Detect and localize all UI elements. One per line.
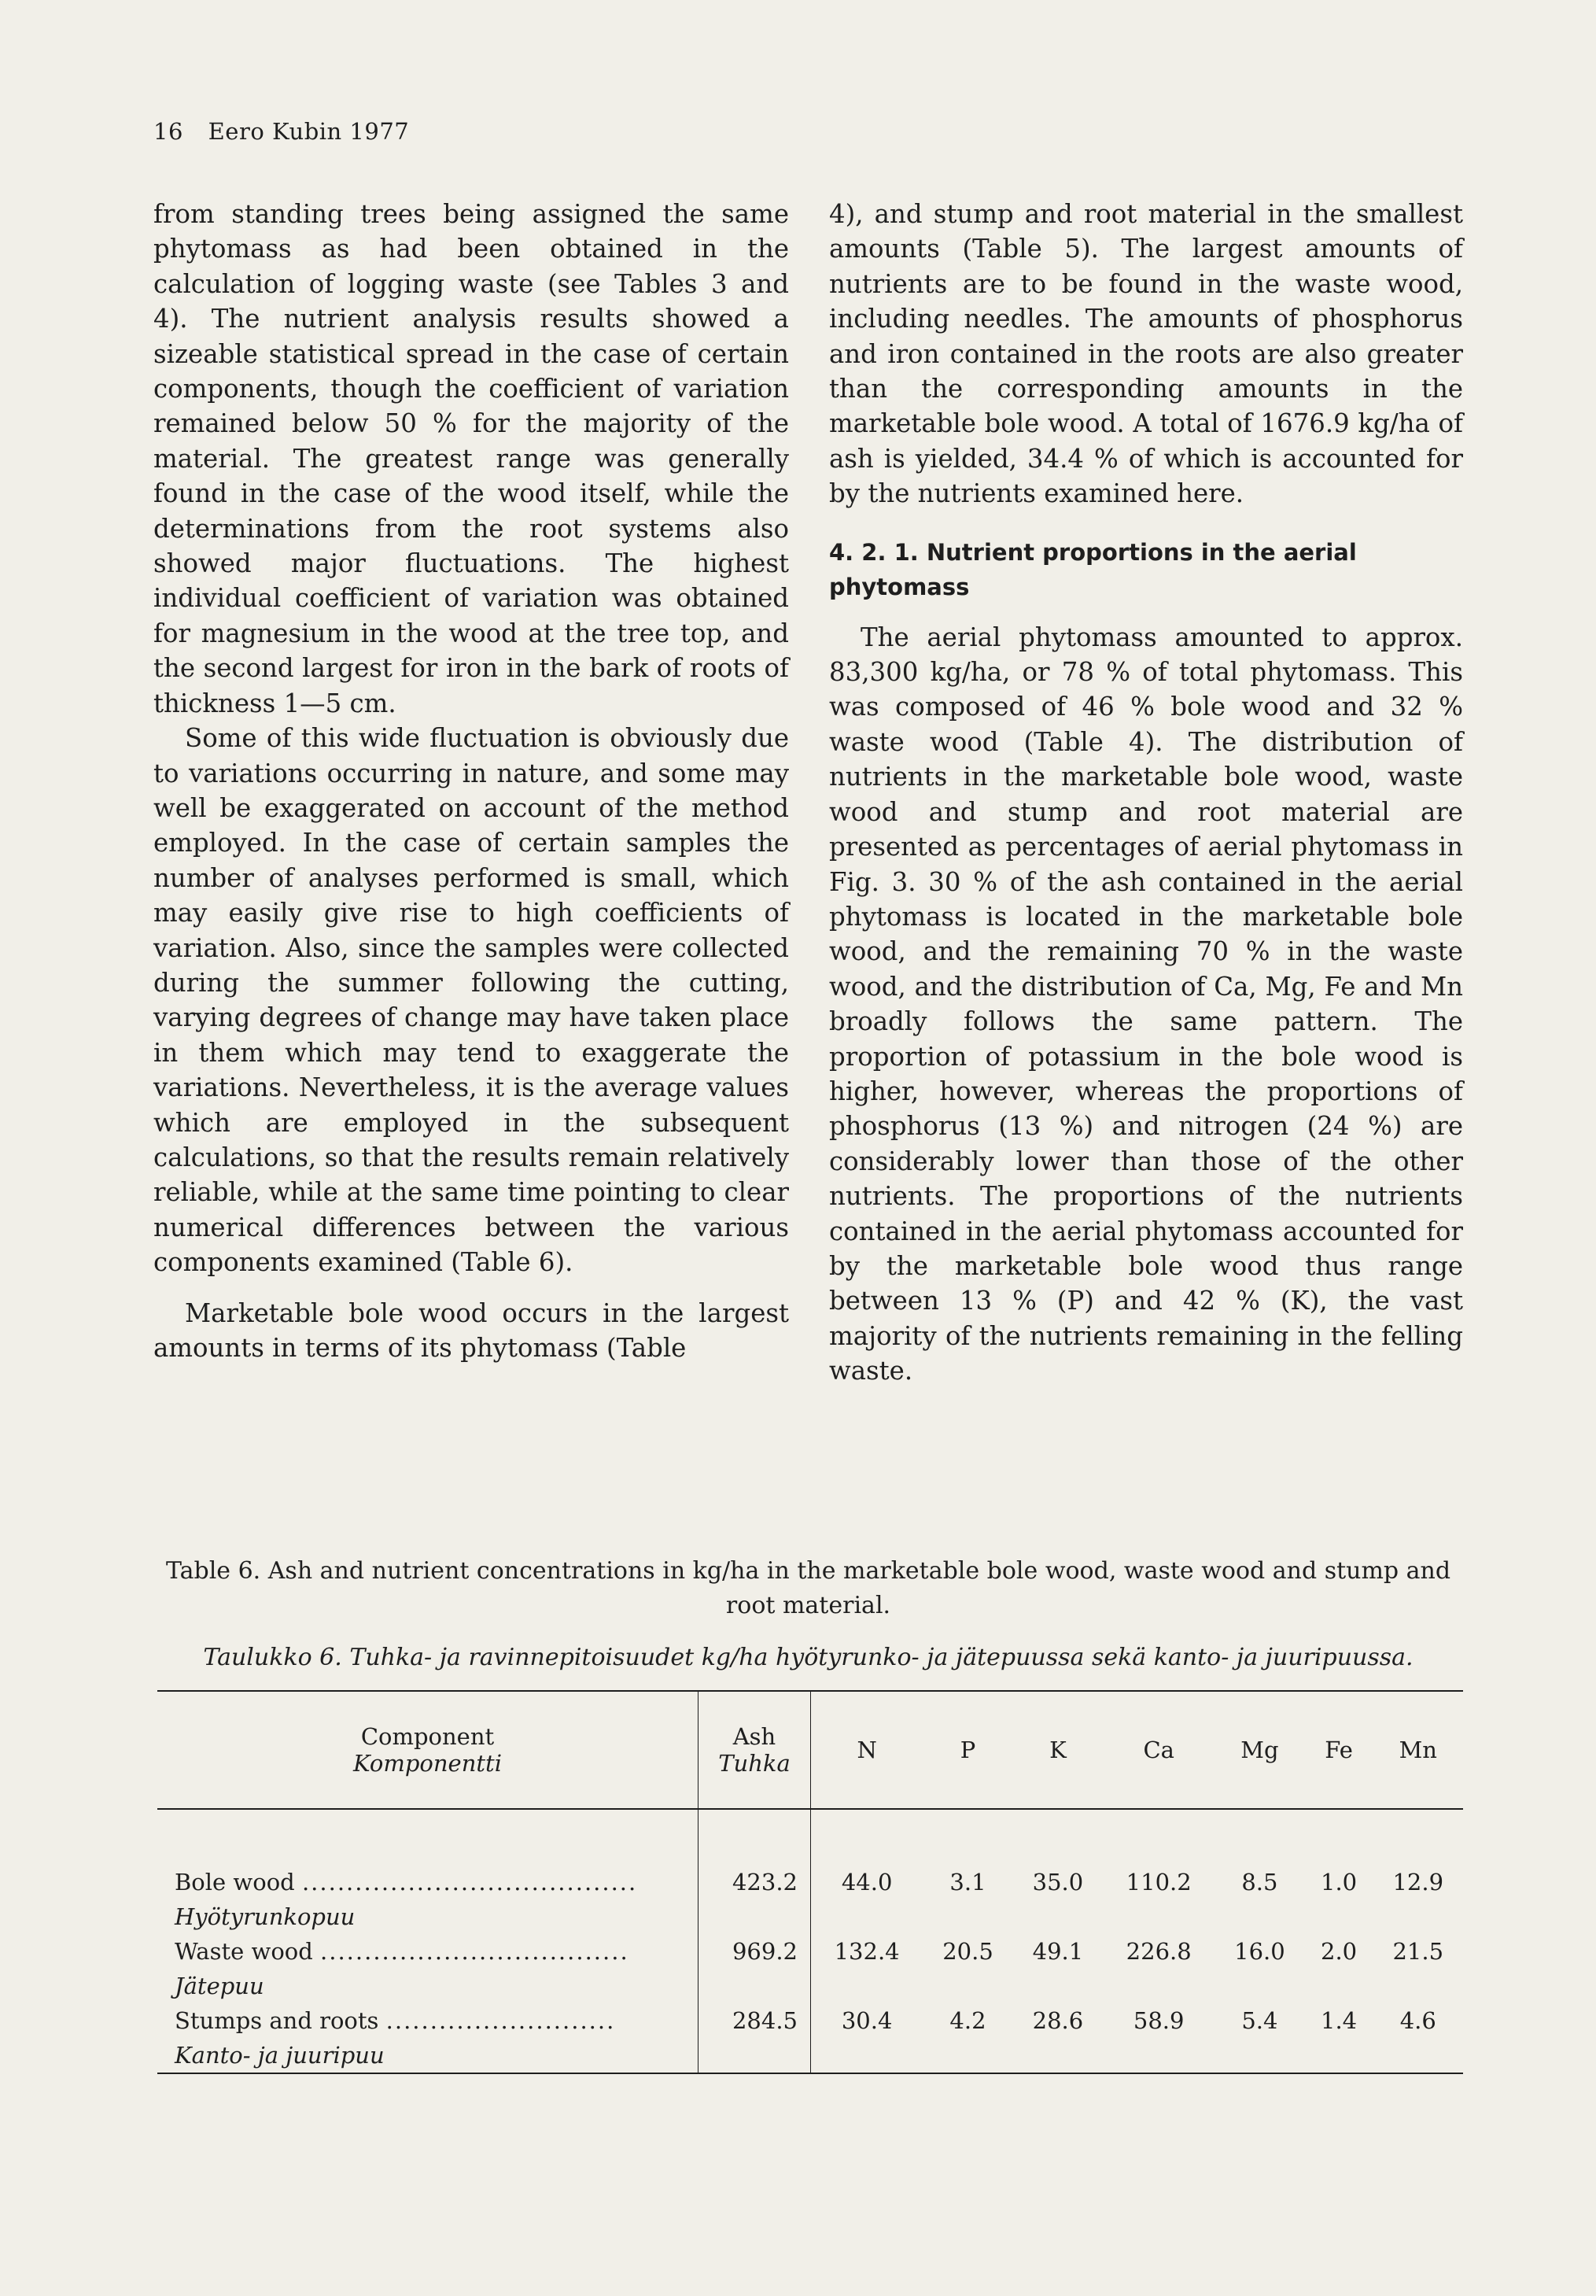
nutrient-table bbox=[157, 1690, 1463, 2074]
fe-value: 2.0 bbox=[1321, 1938, 1358, 1965]
running-header bbox=[153, 118, 409, 145]
mn-value: 4.6 bbox=[1399, 2007, 1436, 2034]
fe-value: 1.4 bbox=[1321, 2007, 1358, 2034]
ash-header: Ash Tuhka bbox=[698, 1691, 811, 1809]
row-label: Bole wood ...................................... bbox=[157, 1809, 698, 1899]
fe-value: 1.0 bbox=[1321, 1869, 1358, 1895]
body-paragraph: from standing trees being assigned the same phytomass as had been obtained in the calculation of logging waste (see Tables 3 and 4). The nutrient analysis results showed a sizeable statistical spread in the case of certain components, though the coefficient of variation remained below 50 % for the majority of the material. The greatest range was generally found in the case of the wood itself, while the determinations from the root systems also showed major fluctuations. The highest individual coefficient of variation was obtained for magnesium in the wood at the tree top, and the second largest for iron in the bark of roots of thickness 1—5 cm. bbox=[153, 199, 789, 718]
mn-value: 21.5 bbox=[1392, 1938, 1444, 1965]
running-title: Eero Kubin 1977 bbox=[208, 118, 410, 145]
ash-value: 284.5 bbox=[698, 2003, 811, 2038]
mg-value: 8.5 bbox=[1241, 1869, 1278, 1895]
mn-header: Mn bbox=[1373, 1691, 1463, 1809]
mg-value: 5.4 bbox=[1241, 2007, 1278, 2034]
p-header: P bbox=[923, 1691, 1012, 1809]
table-header-row bbox=[157, 1691, 1463, 1809]
table-caption-finnish: Taulukko 6. Tuhka- ja ravinnepitoisuudet kg/ha hyötyrunko- ja jätepuussa sekä kanto- ja juuripuussa. bbox=[203, 1644, 1414, 1671]
row-label-finnish: Hyötyrunkopuu bbox=[157, 1899, 698, 1934]
k-value: 28.6 bbox=[1032, 2007, 1084, 2034]
k-header: K bbox=[1013, 1691, 1103, 1809]
k-value: 35.0 bbox=[1032, 1869, 1084, 1895]
body-paragraph: The aerial phytomass amounted to approx. 83,300 kg/ha, or 78 % of total phytomass. This was composed of 46 % bole wood and 32 % waste wood (Table 4). The distribution of nutrients in the marketable bole wood, waste wood and stump and root material are presented as percentages of aerial phytomass in Fig. 3. 30 % of the ash contained in the aerial phytomass is located in the marketable bole wood, and the remaining 70 % in the waste wood, and the distribution of Ca, Mg, Fe and Mn broadly follows the same pattern. The proportion of potassium in the bole wood is higher, however, whereas the proportions of phosphorus (13 %) and nitrogen (24 %) are considerably lower than those of the other nutrients. The proportions of the nutrients contained in the aerial phytomass accounted for by the marketable bole wood thus range between 13 % (P) and 42 % (K), the vast majority of the nutrients remaining in the felling waste. bbox=[829, 622, 1463, 1386]
n-header: N bbox=[811, 1691, 923, 1809]
row-label-finnish: Kanto- ja juuripuu bbox=[157, 2038, 698, 2073]
p-value: 20.5 bbox=[942, 1938, 993, 1965]
table-row-finnish bbox=[157, 2038, 1463, 2073]
left-column bbox=[153, 197, 789, 1365]
table-caption: Table 6. Ash and nutrient concentrations in kg/ha in the marketable bole wood, waste wood and stump and root material. bbox=[165, 1557, 1451, 1619]
p-value: 4.2 bbox=[949, 2007, 986, 2034]
table-row bbox=[157, 1809, 1463, 1899]
table-row-finnish bbox=[157, 1969, 1463, 2003]
ca-value: 58.9 bbox=[1133, 2007, 1185, 2034]
body-paragraph: 4), and stump and root material in the smallest amounts (Table 5). The largest amounts of nutrients are to be found in the waste wood, including needles. The amounts of phosphorus and iron contained in the roots are also greater than the corresponding amounts in the marketable bole wood. A total of 1676.9 kg/ha of ash is yielded, 34.4 % of which is accounted for by the nutrients examined here. bbox=[829, 199, 1463, 509]
ca-value: 110.2 bbox=[1126, 1869, 1192, 1895]
table-row bbox=[157, 1934, 1463, 1969]
ash-value: 423.2 bbox=[698, 1809, 811, 1899]
section-heading: 4. 2. 1. Nutrient proportions in the aerial phytomass bbox=[829, 538, 1357, 600]
page-number: 16 bbox=[153, 118, 183, 145]
n-value: 44.0 bbox=[841, 1869, 893, 1895]
n-value: 132.4 bbox=[834, 1938, 900, 1965]
table-row bbox=[157, 2003, 1463, 2038]
body-paragraph: Some of this wide fluctuation is obviously due to variations occurring in nature, and some may well be exaggerated on account of the method employed. In the case of certain samples the number of analyses performed is small, which may easily give rise to high coefficients of variation. Also, since the samples were collected during the summer following the cutting, varying degrees of change may have taken place in them which may tend to exaggerate the variations. Nevertheless, it is the average values which are employed in the subsequent calculations, so that the results remain relatively reliable, while at the same time pointing to clear numerical differences between the various components examined (Table 6). bbox=[153, 723, 789, 1278]
component-header: Component Komponentti bbox=[157, 1691, 698, 1809]
right-column bbox=[829, 197, 1463, 1389]
table-row-finnish bbox=[157, 1899, 1463, 1934]
mn-value: 12.9 bbox=[1392, 1869, 1444, 1895]
body-paragraph: Marketable bole wood occurs in the largest amounts in terms of its phytomass (Table bbox=[153, 1297, 789, 1363]
mg-value: 16.0 bbox=[1234, 1938, 1285, 1965]
ca-value: 226.8 bbox=[1126, 1938, 1192, 1965]
ca-header: Ca bbox=[1103, 1691, 1215, 1809]
ash-value: 969.2 bbox=[698, 1934, 811, 1969]
fe-header: Fe bbox=[1305, 1691, 1373, 1809]
row-label: Waste wood ................................... bbox=[157, 1934, 698, 1969]
k-value: 49.1 bbox=[1032, 1938, 1084, 1965]
row-label: Stumps and roots .......................... bbox=[157, 2003, 698, 2038]
n-value: 30.4 bbox=[841, 2007, 893, 2034]
row-label-finnish: Jätepuu bbox=[157, 1969, 698, 2003]
mg-header: Mg bbox=[1215, 1691, 1304, 1809]
p-value: 3.1 bbox=[949, 1869, 986, 1895]
